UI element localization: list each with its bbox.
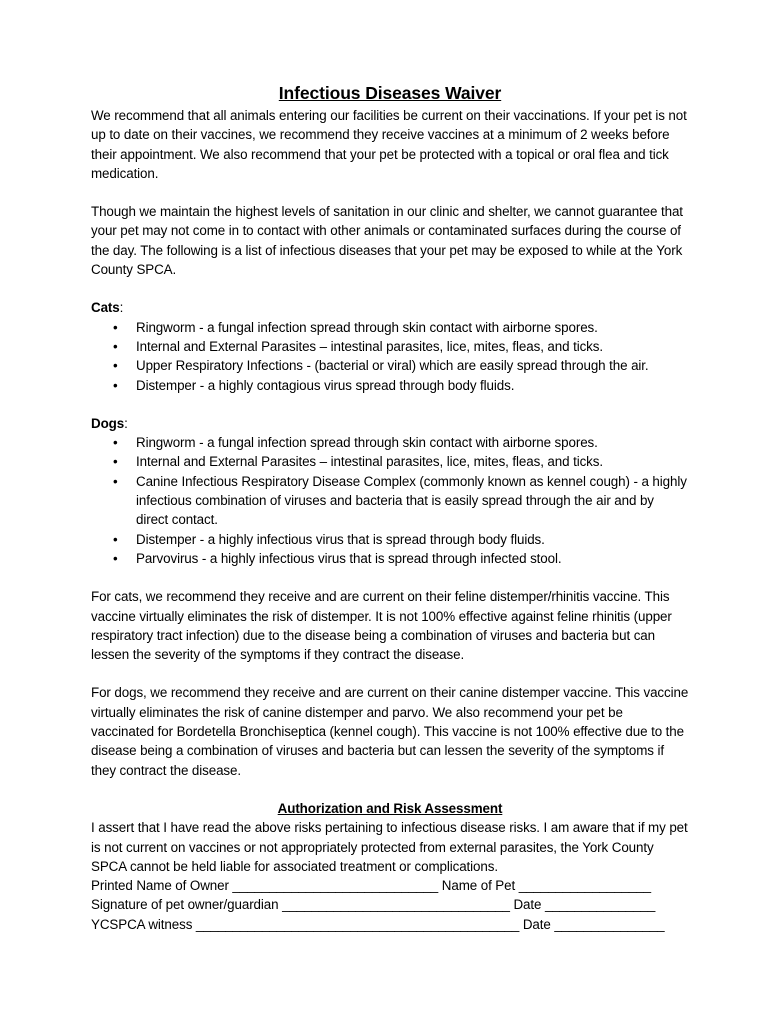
bullet-icon: •	[113, 319, 118, 335]
list-item	[91, 530, 689, 549]
list-item-text: Ringworm - a fungal infection spread through skin contact with airborne spores.	[136, 435, 598, 451]
list-item-text: Ringworm - a fungal infection spread through skin contact with airborne spores.	[136, 319, 598, 335]
list-item-text: Distemper - a highly infectious virus that is spread through body fluids.	[136, 531, 545, 547]
owner-signature-line[interactable]: Signature of pet owner/guardian _______________________________ Date _______________	[91, 897, 656, 913]
list-item	[91, 337, 689, 356]
dogs-heading: Dogs:	[91, 415, 128, 431]
bullet-icon: •	[113, 550, 118, 566]
list-item-text: Internal and External Parasites – intestinal parasites, lice, mites, fleas, and ticks.	[136, 454, 603, 470]
authorization-heading: Authorization and Risk Assessment	[277, 800, 503, 816]
cats-vaccine-paragraph: For cats, we recommend they receive and are current on their feline distemper/rhinitis vaccine. This vaccine virtually eliminates the risk of distemper. It is not 100% effective against feline rhinitis (upper respiratory tract infection) due to the disease being a combination of viruses and bacteria but can lessen the severity of the symptoms if they contract the disease.	[91, 589, 672, 663]
dogs-disease-list	[91, 433, 689, 568]
intro-paragraph: We recommend that all animals entering our facilities be current on their vaccinations. If your pet is not up to date on their vaccines, we recommend they receive vaccines at a minimum of 2 weeks before their appointment. We also recommend that your pet be protected with a topical or oral flea and tick medication.	[91, 108, 687, 181]
list-item	[91, 452, 689, 471]
dogs-heading-label: Dogs	[91, 415, 125, 431]
cats-heading-label: Cats	[91, 300, 120, 316]
bullet-icon: •	[113, 377, 118, 393]
cats-disease-list	[91, 318, 689, 395]
bullet-icon: •	[113, 473, 118, 489]
bullet-icon: •	[113, 338, 118, 354]
list-item-text: Parvovirus - a highly infectious virus that is spread through infected stool.	[136, 550, 562, 566]
sanitation-paragraph: Though we maintain the highest levels of sanitation in our clinic and shelter, we cannot guarantee that your pet may not come in to contact with other animals or contaminated surfaces during the course of the day. The following is a list of infectious diseases that your pet may be exposed to while at the York County SPCA.	[91, 204, 683, 278]
waiver-document	[91, 82, 689, 934]
list-item	[91, 549, 689, 568]
list-item	[91, 472, 689, 530]
bullet-icon: •	[113, 435, 118, 451]
dogs-vaccine-paragraph: For dogs, we recommend they receive and are current on their canine distemper vaccine. This vaccine virtually eliminates the risk of canine distemper and parvo. We also recommend your pet be vaccinated for Bordetella Bronchiseptica (kennel cough). This vaccine is not 100% effective due to the disease being a combination of viruses and bacteria but can lessen the severity of the symptoms if they contract the disease.	[91, 685, 689, 778]
bullet-icon: •	[113, 358, 118, 374]
list-item-text: Upper Respiratory Infections - (bacterial or viral) which are easily spread through the air.	[136, 358, 649, 374]
authorization-paragraph: I assert that I have read the above risks pertaining to infectious disease risks. I am aware that if my pet is not current on vaccines or not appropriately protected from external parasites, the York County SPCA cannot be held liable for associated treatment or complications.	[91, 820, 688, 874]
bullet-icon: •	[113, 531, 118, 547]
list-item-text: Internal and External Parasites – intestinal parasites, lice, mites, fleas, and ticks.	[136, 338, 603, 354]
list-item	[91, 356, 689, 375]
list-item	[91, 433, 689, 452]
list-item-text: Distemper - a highly contagious virus spread through body fluids.	[136, 377, 515, 393]
document-title: Infectious Diseases Waiver	[278, 83, 502, 103]
owner-pet-name-line[interactable]: Printed Name of Owner ____________________________ Name of Pet __________________	[91, 878, 651, 894]
bullet-icon: •	[113, 454, 118, 470]
witness-signature-line[interactable]: YCSPCA witness ____________________________________________ Date _______________	[91, 916, 665, 932]
list-item	[91, 376, 689, 395]
list-item	[91, 318, 689, 337]
list-item-text: Canine Infectious Respiratory Disease Complex (commonly known as kennel cough) - a highly infectious combination of viruses and bacteria that is easily spread through the air and by direct contact.	[136, 473, 687, 528]
cats-heading: Cats:	[91, 300, 124, 316]
